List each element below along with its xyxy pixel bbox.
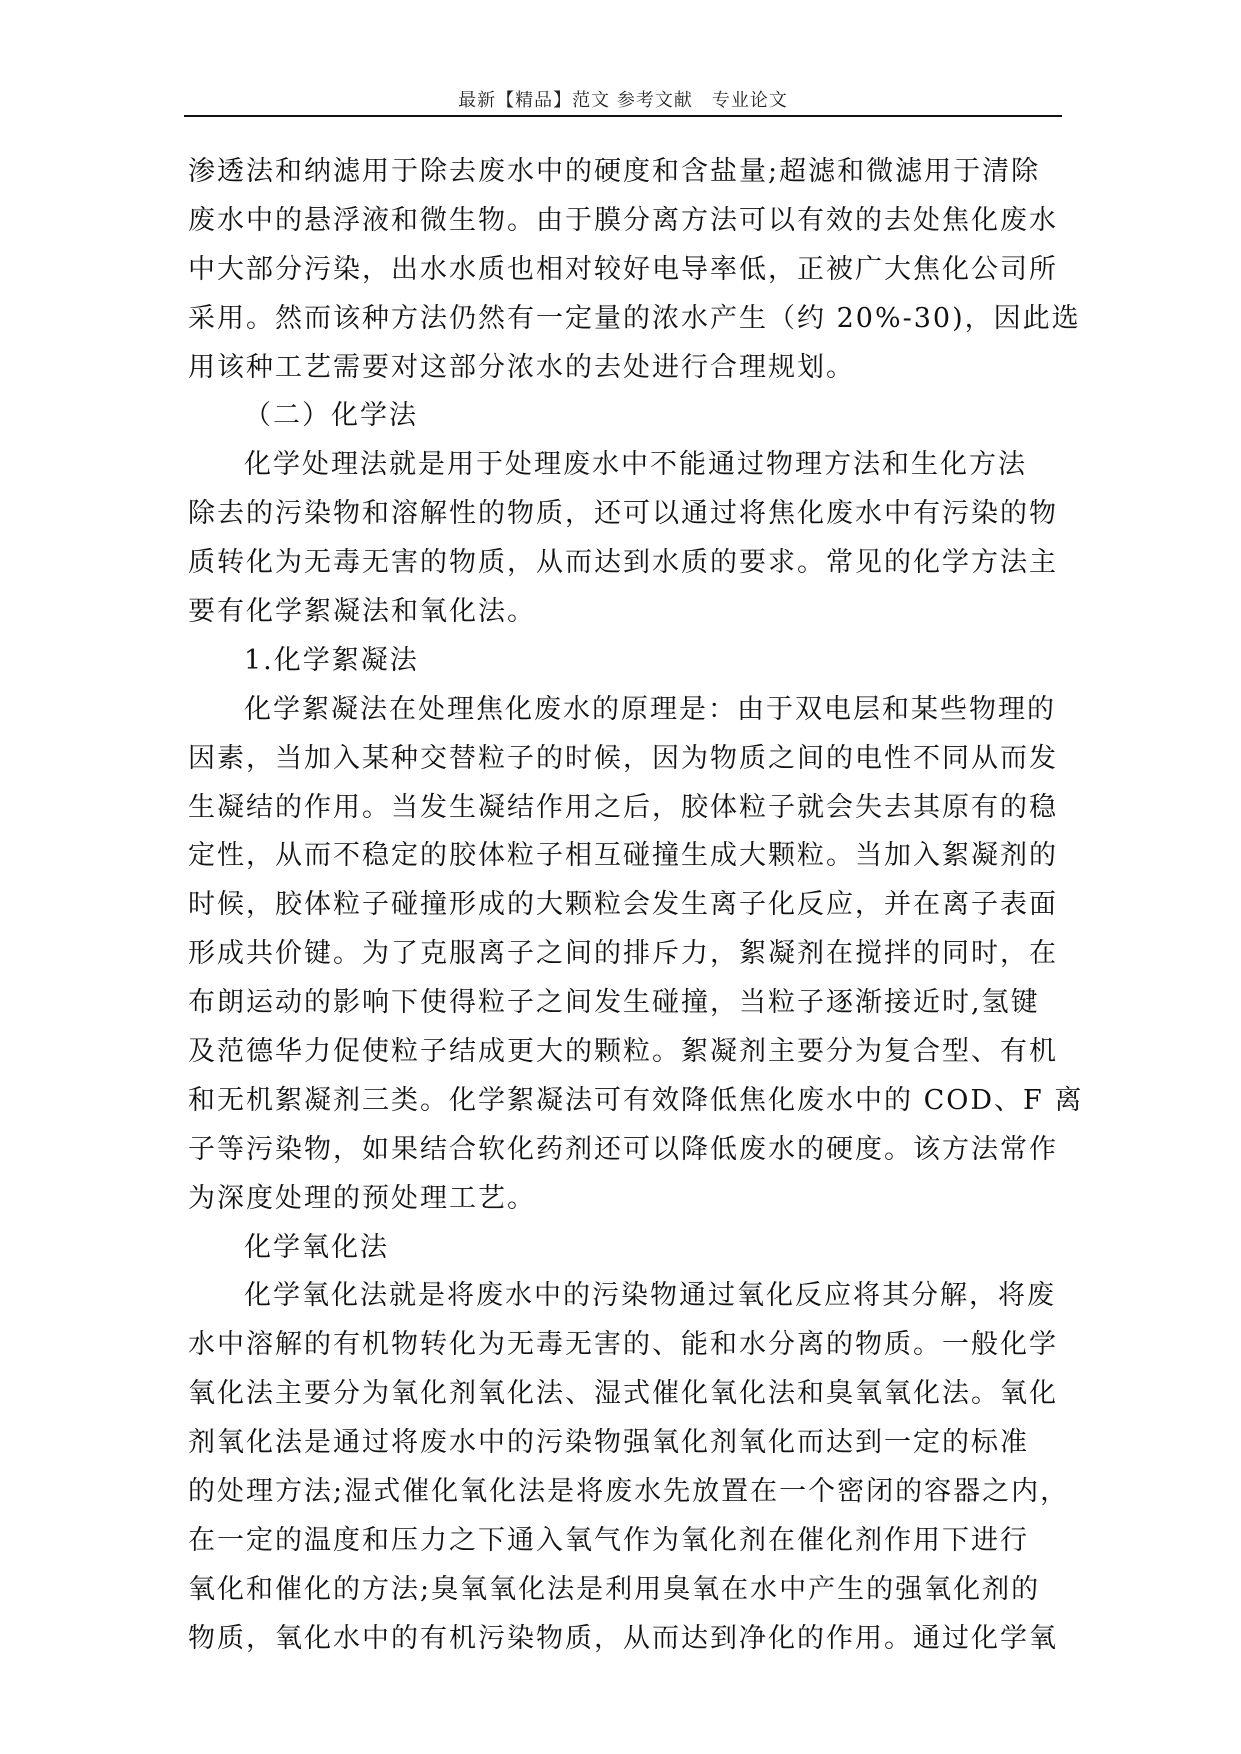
text-line: 化学处理法就是用于处理废水中不能通过物理方法和生化方法 xyxy=(244,449,1027,481)
text-line: 氧化法主要分为氧化剂氧化法、湿式催化氧化法和臭氧氧化法。氧化 xyxy=(188,1378,1058,1410)
text-line: 剂氧化法是通过将废水中的污染物强氧化剂氧化而达到一定的标准 xyxy=(188,1427,1029,1459)
text-line: 采用。然而该种方法仍然有一定量的浓水产生（约 20%-30)，因此选 xyxy=(188,302,1081,334)
text-line: 子等污染物，如果结合软化药剂还可以降低废水的硬度。该方法常作 xyxy=(188,1133,1058,1165)
text-line: 化学氧化法 xyxy=(244,1231,389,1263)
text-line: 1.化学絮凝法 xyxy=(244,644,419,676)
text-line: （二）化学法 xyxy=(244,400,418,432)
header-divider xyxy=(184,115,1062,117)
text-line: 生凝结的作用。当发生凝结作用之后，胶体粒子就会失去其原有的稳 xyxy=(188,791,1058,823)
text-line: 因素，当加入某种交替粒子的时候，因为物质之间的电性不同从而发 xyxy=(188,742,1058,774)
text-line: 质转化为无毒无害的物质，从而达到水质的要求。常见的化学方法主 xyxy=(188,547,1058,579)
text-line: 物质，氧化水中的有机污染物质，从而达到净化的作用。通过化学氧 xyxy=(188,1622,1058,1654)
text-line: 布朗运动的影响下使得粒子之间发生碰撞，当粒子逐渐接近时,氢键 xyxy=(188,987,1040,1019)
page-header: 最新【精品】范文 参考文献 专业论文 xyxy=(458,90,788,111)
text-line: 化学氧化法就是将废水中的污染物通过氧化反应将其分解，将废 xyxy=(244,1280,1056,1312)
text-line: 中大部分污染，出水水质也相对较好电导率低，正被广大焦化公司所 xyxy=(188,253,1058,285)
text-line: 的处理方法;湿式催化氧化法是将废水先放置在一个密闭的容器之内， xyxy=(188,1476,1070,1508)
text-line: 形成共价键。为了克服离子之间的排斥力，絮凝剂在搅拌的同时，在 xyxy=(188,938,1058,970)
text-line: 渗透法和纳滤用于除去废水中的硬度和含盐量;超滤和微滤用于清除 xyxy=(188,156,1041,187)
text-line: 及范德华力促使粒子结成更大的颗粒。絮凝剂主要分为复合型、有机 xyxy=(188,1036,1058,1068)
text-line: 为深度处理的预处理工艺。 xyxy=(188,1182,536,1214)
text-line: 用该种工艺需要对这部分浓水的去处进行合理规划。 xyxy=(188,351,855,383)
text-line: 氧化和催化的方法;臭氧氧化法是利用臭氧在水中产生的强氧化剂的 xyxy=(188,1573,1041,1605)
text-line: 要有化学絮凝法和氧化法。 xyxy=(188,596,536,628)
text-line: 化学絮凝法在处理焦化废水的原理是：由于双电层和某些物理的 xyxy=(244,693,1056,725)
text-line: 废水中的悬浮液和微生物。由于膜分离方法可以有效的去处焦化废水 xyxy=(188,204,1058,236)
document-body xyxy=(188,148,1084,1664)
text-line: 水中溶解的有机物转化为无毒无害的、能和水分离的物质。一般化学 xyxy=(188,1329,1058,1361)
text-line: 在一定的温度和压力之下通入氧气作为氧化剂在催化剂作用下进行 xyxy=(188,1524,1029,1556)
text-line: 定性，从而不稳定的胶体粒子相互碰撞生成大颗粒。当加入絮凝剂的 xyxy=(188,840,1058,872)
text-line: 时候，胶体粒子碰撞形成的大颗粒会发生离子化反应，并在离子表面 xyxy=(188,889,1058,921)
text-line: 和无机絮凝剂三类。化学絮凝法可有效降低焦化废水中的 COD、F 离 xyxy=(188,1084,1084,1116)
text-line: 除去的污染物和溶解性的物质，还可以通过将焦化废水中有污染的物 xyxy=(188,498,1058,530)
